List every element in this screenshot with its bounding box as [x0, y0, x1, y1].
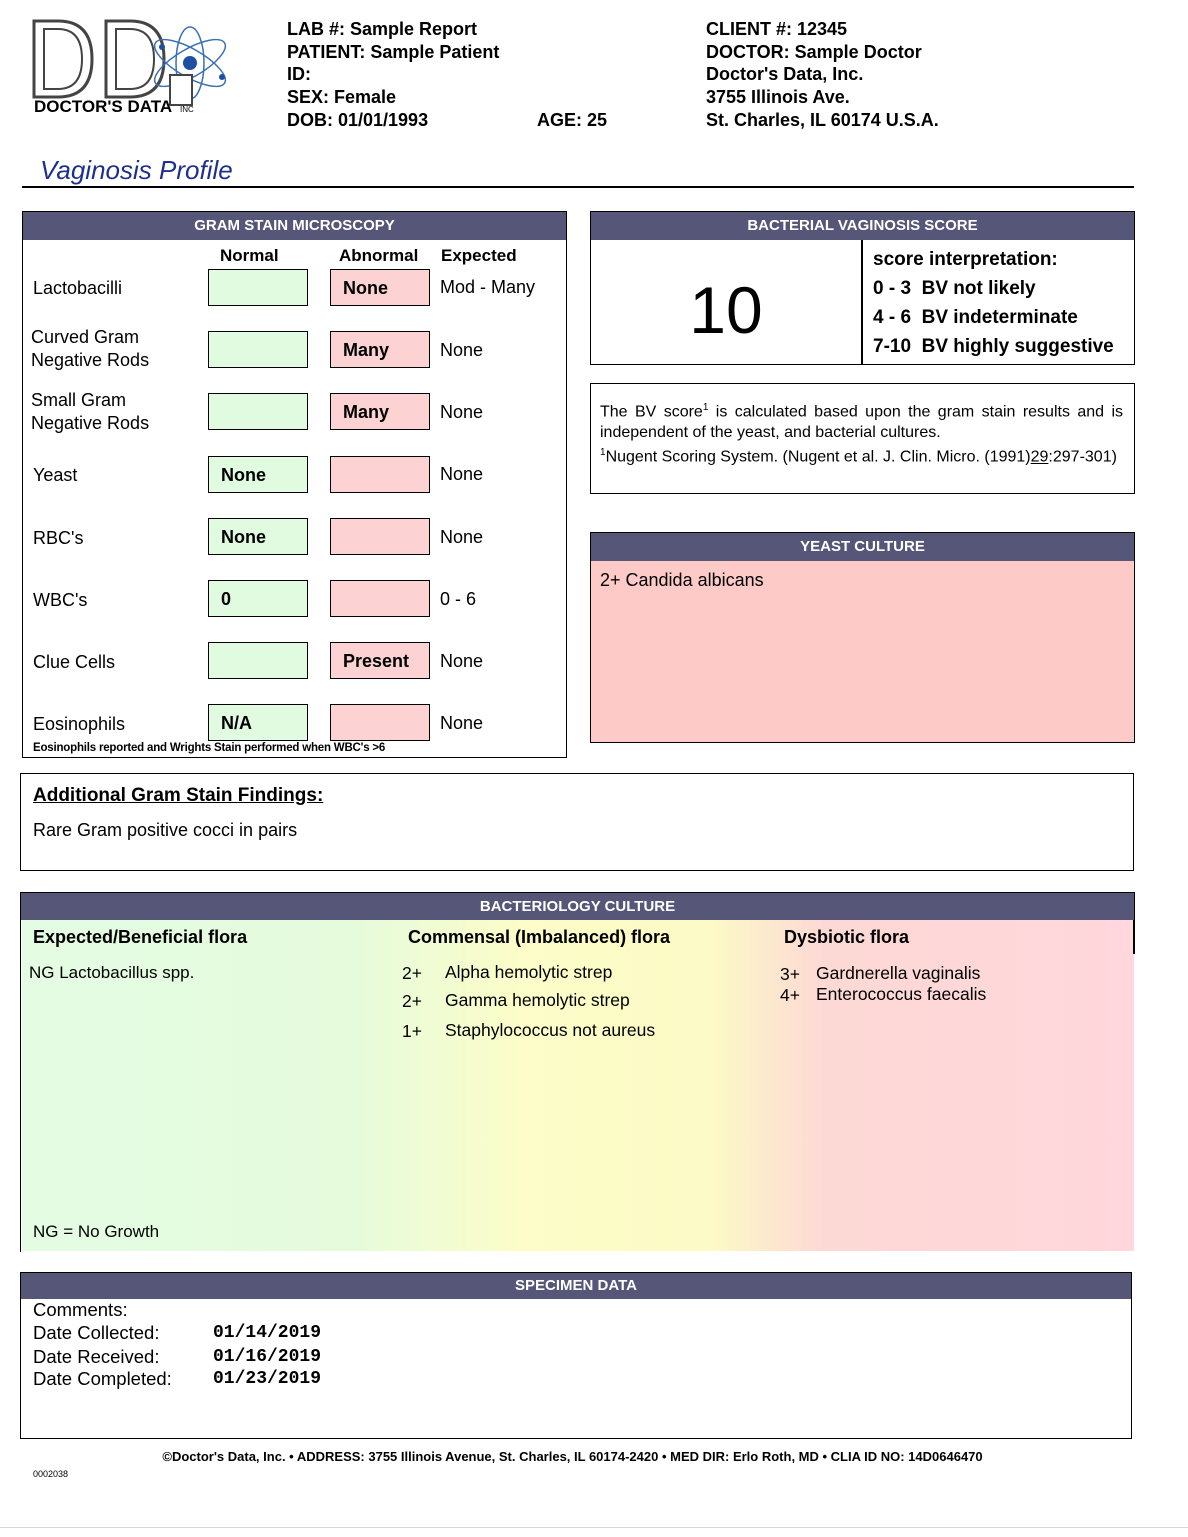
commensal-grade-1: 2+ [402, 963, 422, 983]
beneficial-organism: NG Lactobacillus spp. [29, 963, 195, 982]
abnormal-cell-small-rods: Many [330, 393, 430, 430]
commensal-flora-header: Commensal (Imbalanced) flora [408, 927, 671, 947]
bv-note-text: The BV score$^1$ is calculated based upon the gram stain results and is independent of the yeast, and bacterial cultures. $^1$Nugent Scoring System. (Nugent et al. J. Clin. Micro. (1991)29:297-301) [600, 402, 1123, 466]
expected-lactobacilli: Mod - Many [440, 277, 536, 297]
gram-stain-heading: GRAM STAIN MICROSCOPY [23, 212, 566, 240]
expected-curved-rods: None [440, 340, 484, 360]
abnormal-cell-eosinophils [330, 704, 430, 741]
patient-age: AGE: 25 [537, 110, 608, 130]
abnormal-cell-rbc [330, 518, 430, 555]
row-label-curved-2: Negative Rods [31, 350, 150, 370]
row-label-clue-cells: Clue Cells [33, 652, 116, 672]
abnormal-cell-curved-rods: Many [330, 331, 430, 368]
bv-interp-title: score interpretation: [873, 249, 1058, 270]
normal-cell-small-rods [208, 393, 308, 430]
no-growth-legend: NG = No Growth [33, 1222, 160, 1241]
normal-cell-rbc: None [208, 518, 308, 555]
commensal-organism-1: Alpha hemolytic strep [445, 962, 613, 982]
bv-score-heading: BACTERIAL VAGINOSIS SCORE [591, 212, 1134, 240]
col-expected-header: Expected [441, 246, 517, 265]
abnormal-cell-wbc [330, 580, 430, 617]
company-logo [30, 15, 230, 120]
dysbiotic-grade-1: 3+ [780, 964, 800, 984]
bv-score-value: 10 [689, 273, 763, 347]
commensal-organism-3: Staphylococcus not aureus [445, 1020, 656, 1040]
normal-cell-clue-cells [208, 642, 308, 679]
doctor-name: DOCTOR: Sample Doctor [706, 42, 922, 62]
title-divider [22, 186, 1134, 188]
abnormal-cell-lactobacilli: None [330, 269, 430, 306]
lab-city: St. Charles, IL 60174 U.S.A. [706, 110, 939, 130]
dysbiotic-organism-2: Enterococcus faecalis [816, 984, 987, 1004]
bv-interp-row-3: 7-10 BV highly suggestive [873, 336, 1114, 357]
additional-findings-heading: Additional Gram Stain Findings: [33, 785, 324, 806]
lab-org: Doctor's Data, Inc. [706, 64, 864, 84]
date-collected-label: Date Collected: [33, 1322, 160, 1343]
dysbiotic-flora-header: Dysbiotic flora [784, 927, 910, 947]
footer-text: ©Doctor's Data, Inc. • ADDRESS: 3755 Illinois Avenue, St. Charles, IL 60174-2420 • MED DIR: Erlo Roth, MD • CLIA ID NO: 14D0646470 [162, 1449, 983, 1464]
date-received-value: 01/16/2019 [213, 1347, 322, 1367]
expected-yeast: None [440, 464, 484, 484]
lab-street: 3755 Illinois Ave. [706, 87, 850, 107]
normal-cell-eosinophils: N/A [208, 704, 308, 741]
patient-name: PATIENT: Sample Patient [287, 42, 500, 62]
normal-cell-lactobacilli [208, 269, 308, 306]
bv-score-divider [861, 240, 863, 364]
expected-small-rods: None [440, 402, 484, 422]
commensal-grade-3: 1+ [402, 1021, 422, 1041]
normal-cell-yeast: None [208, 456, 308, 493]
col-normal-header: Normal [220, 246, 279, 265]
patient-sex: SEX: Female [287, 87, 397, 107]
lab-number: LAB #: Sample Report [287, 19, 478, 39]
svg-text:INC: INC [180, 105, 194, 114]
yeast-culture-heading: YEAST CULTURE [591, 533, 1134, 561]
commensal-grade-2: 2+ [402, 991, 422, 1011]
row-label-small-1: Small Gram [31, 390, 127, 410]
commensal-organism-2: Gamma hemolytic strep [445, 990, 630, 1010]
normal-cell-wbc: 0 [208, 580, 308, 617]
bv-interp-row-2: 4 - 6 BV indeterminate [873, 307, 1078, 328]
abnormal-cell-clue-cells: Present [330, 642, 430, 679]
abnormal-cell-yeast [330, 456, 430, 493]
svg-text:DOCTOR'S DATA: DOCTOR'S DATA [34, 97, 173, 116]
date-collected-value: 01/14/2019 [213, 1323, 322, 1343]
date-completed-value: 01/23/2019 [213, 1369, 322, 1389]
footer-code: 0002038 [33, 1469, 69, 1479]
expected-rbc: None [440, 527, 484, 547]
beneficial-flora-header: Expected/Beneficial flora [33, 927, 248, 947]
specimen-heading: SPECIMEN DATA [21, 1273, 1131, 1299]
date-received-label: Date Received: [33, 1346, 160, 1367]
expected-clue-cells: None [440, 651, 484, 671]
eosinophil-footnote: Eosinophils reported and Wrights Stain performed when WBC's >6 [33, 742, 386, 754]
page-bottom-rule [0, 1527, 1188, 1528]
row-label-curved-1: Curved Gram [31, 327, 140, 347]
row-label-wbc: WBC's [33, 590, 88, 610]
row-label-lactobacilli: Lactobacilli [33, 278, 123, 298]
patient-id: ID: [287, 64, 311, 84]
normal-cell-curved-rods [208, 331, 308, 368]
row-label-rbc: RBC's [33, 528, 84, 548]
dysbiotic-organism-1: Gardnerella vaginalis [816, 963, 981, 983]
yeast-culture-result: 2+ Candida albicans [600, 570, 764, 590]
expected-wbc: 0 - 6 [440, 589, 477, 609]
yeast-culture-panel [590, 532, 1135, 743]
patient-dob: DOB: 01/01/1993 [287, 110, 429, 130]
comments-label: Comments: [33, 1299, 128, 1320]
row-label-small-2: Negative Rods [31, 413, 150, 433]
client-number: CLIENT #: 12345 [706, 19, 848, 39]
row-label-yeast: Yeast [33, 465, 78, 485]
row-label-eosinophils: Eosinophils [33, 714, 126, 734]
expected-eosinophils: None [440, 713, 484, 733]
additional-findings-text: Rare Gram positive cocci in pairs [33, 820, 298, 840]
date-completed-label: Date Completed: [33, 1368, 172, 1389]
bacteriology-heading: BACTERIOLOGY CULTURE [21, 893, 1134, 920]
col-abnormal-header: Abnormal [339, 246, 419, 265]
page-title: Vaginosis Profile [40, 155, 233, 185]
dysbiotic-grade-2: 4+ [780, 985, 800, 1005]
bv-interp-row-1: 0 - 3 BV not likely [873, 278, 1036, 299]
